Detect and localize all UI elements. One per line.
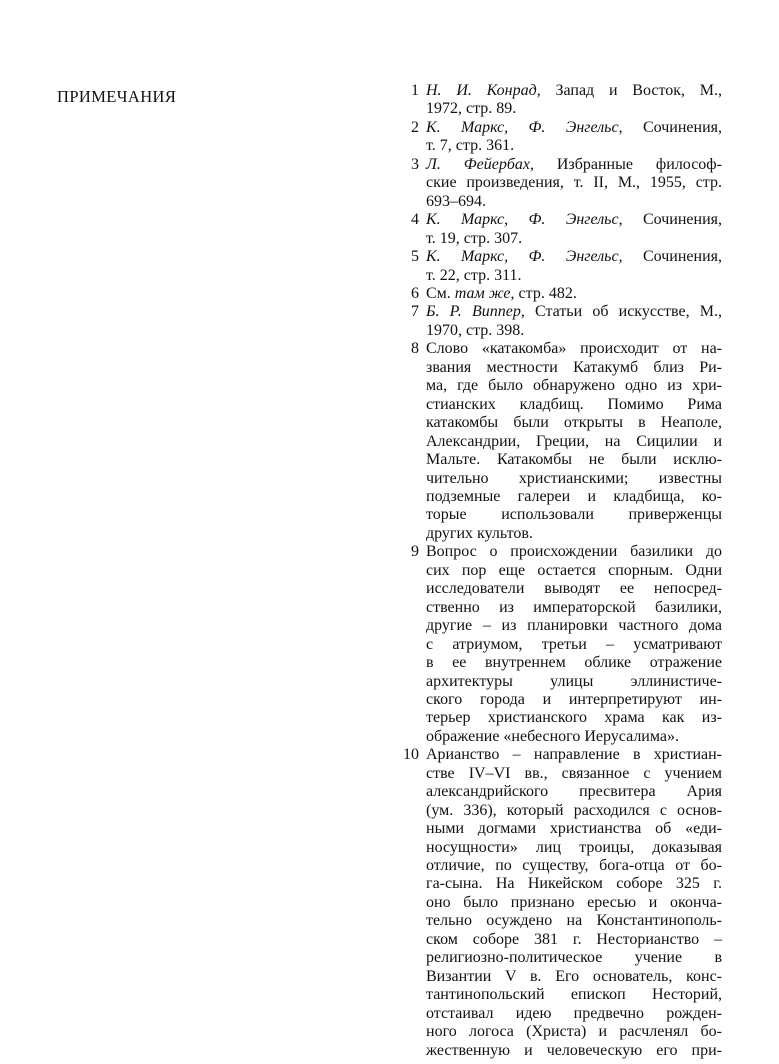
note-line	[426, 396, 722, 414]
note-text-segment: , Статьи об искусстве, М.,	[520, 303, 722, 321]
note-text-segment: звания местности Катакумб близ Ри-	[426, 358, 722, 376]
note-line	[426, 285, 722, 303]
notes-list	[396, 82, 722, 1060]
note-line	[426, 156, 722, 174]
note-text-segment: с атриумом, третьи – усматривают	[426, 635, 722, 653]
note-text-segment: 1972, стр. 89.	[426, 100, 517, 118]
note-text-segment: , Сочинения,	[618, 248, 722, 266]
note-item	[396, 82, 722, 119]
note-line	[426, 1042, 722, 1060]
author-name: К. Маркс, Ф. Энгельс	[426, 118, 619, 136]
note-number: 4	[411, 211, 419, 229]
note-text-segment: (ум. 336), который расходился с основ-	[426, 801, 722, 819]
note-text-segment: Мальте. Катакомбы не были исклю-	[426, 451, 722, 469]
note-line	[426, 193, 722, 211]
note-line	[426, 783, 722, 801]
note-text-segment: в ее внутреннем облике отражение	[426, 654, 722, 672]
note-text-segment: Слово «катакомба» происходит от на-	[426, 340, 722, 358]
note-text-segment: , Сочинения,	[618, 118, 722, 136]
note-line	[426, 377, 722, 395]
note-text-segment: других культов.	[426, 524, 533, 542]
note-text	[426, 746, 722, 1060]
note-item	[396, 543, 722, 746]
note-text-segment: чительно христианскими; известны	[426, 469, 722, 487]
note-text-segment: , Запад и Восток, М.,	[536, 82, 723, 99]
note-number: 9	[411, 543, 419, 561]
note-line	[426, 746, 722, 764]
note-line	[426, 211, 722, 229]
note-text-segment: См.	[426, 284, 455, 302]
note-text	[426, 119, 722, 156]
note-line	[426, 986, 722, 1004]
note-text-segment: ными догмами христианства об «еди-	[426, 820, 722, 838]
note-item	[396, 156, 722, 211]
note-item	[396, 746, 722, 1060]
note-line	[426, 230, 722, 248]
note-line	[426, 728, 722, 746]
note-text-segment: ского города и интерпретируют ин-	[426, 690, 722, 708]
note-line	[426, 617, 722, 635]
note-line	[426, 82, 722, 100]
note-text	[426, 82, 722, 119]
note-text-segment: жественную и человеческую его при-	[426, 1041, 722, 1059]
note-line	[426, 599, 722, 617]
note-text-segment: , Сочинения,	[618, 211, 722, 229]
note-line	[426, 248, 722, 266]
note-item	[396, 340, 722, 543]
author-name: Н. И. Конрад	[426, 82, 537, 99]
author-name: К. Маркс, Ф. Энгельс	[426, 248, 619, 266]
note-line	[426, 931, 722, 949]
note-text-segment: Арианство – направление в христиан-	[426, 746, 722, 764]
note-text-segment: отличие, по существу, бога-отца от бо-	[426, 857, 722, 875]
note-text-segment: Александрии, Греции, на Сицилии и	[426, 432, 722, 450]
note-number: 7	[411, 303, 419, 321]
note-text-segment: катакомбы были открыты в Неаполе,	[426, 414, 722, 432]
note-line	[426, 912, 722, 930]
note-line	[426, 580, 722, 598]
note-number: 6	[411, 284, 419, 302]
note-line	[426, 949, 722, 967]
note-text-segment: т. 7, стр. 361.	[426, 137, 515, 155]
note-text-segment: ображение «небесного Иерусалима».	[426, 727, 679, 745]
note-item	[396, 285, 722, 303]
note-line	[426, 636, 722, 654]
note-text	[426, 211, 722, 248]
note-text-segment: архитектуры улицы эллинистиче-	[426, 672, 722, 690]
note-line	[426, 100, 722, 118]
note-text	[426, 285, 722, 303]
note-text-segment: 1970, стр. 398.	[426, 321, 525, 339]
note-line	[426, 802, 722, 820]
note-line	[426, 451, 722, 469]
note-text-segment: стианских кладбищ. Помимо Рима	[426, 395, 722, 413]
note-text-segment: ма, где было обнаружено одно из хри-	[426, 377, 722, 395]
note-text-segment: ственно из императорской базилики,	[426, 598, 722, 616]
note-text-segment: религиозно-политическое учение в	[426, 949, 722, 967]
note-text-segment: т. 22, стр. 311.	[426, 266, 522, 284]
note-text-segment: Византии V в. Его основатель, конс-	[426, 967, 722, 985]
note-text-segment: Вопрос о происхождении базилики до	[426, 543, 722, 561]
note-text-segment: оно было признано ересью и оконча-	[426, 893, 722, 911]
note-line	[426, 470, 722, 488]
note-line	[426, 414, 722, 432]
author-name: К. Маркс, Ф. Энгельс	[426, 211, 619, 229]
note-text-segment: га-сына. На Никейском соборе 325 г.	[426, 875, 722, 893]
note-line	[426, 654, 722, 672]
note-line	[426, 709, 722, 727]
note-text-segment: тельно осуждено на Константинополь-	[426, 912, 722, 930]
author-name: Б. Р. Виппер	[426, 303, 521, 321]
note-number: 2	[411, 118, 419, 136]
note-line	[426, 359, 722, 377]
note-line	[426, 340, 722, 358]
note-line	[426, 1023, 722, 1041]
note-text-segment: терьер христианского храма как из-	[426, 709, 722, 727]
note-line	[426, 562, 722, 580]
note-text-segment: исследователи выводят ее непосред-	[426, 580, 722, 598]
note-line	[426, 303, 722, 321]
note-line	[426, 506, 722, 524]
note-text-segment: , стр. 482.	[510, 284, 577, 302]
note-text	[426, 543, 722, 746]
note-line	[426, 119, 722, 137]
note-text	[426, 156, 722, 211]
note-text-segment: ного логоса (Христа) и расчленял бо-	[426, 1023, 722, 1041]
note-text-segment: тантинопольский епископ Несторий,	[426, 986, 722, 1004]
note-line	[426, 137, 722, 155]
note-text-segment: , Избранные философ-	[529, 155, 722, 173]
note-line	[426, 174, 722, 192]
note-text-segment: сих пор еще остается спорным. Одни	[426, 561, 722, 579]
note-line	[426, 820, 722, 838]
section-heading: ПРИМЕЧАНИЯ	[57, 87, 177, 106]
note-line	[426, 322, 722, 340]
note-line	[426, 875, 722, 893]
note-text	[426, 248, 722, 285]
author-name: Л. Фейербах	[426, 155, 530, 173]
note-item	[396, 119, 722, 156]
note-text-segment: отстаивал идею предвечно рожден-	[426, 1004, 722, 1022]
note-number: 5	[411, 248, 419, 266]
note-line	[426, 839, 722, 857]
note-text	[426, 340, 722, 543]
note-item	[396, 211, 722, 248]
author-name: там же	[454, 284, 511, 302]
note-number: 8	[411, 340, 419, 358]
note-text-segment: т. 19, стр. 307.	[426, 229, 523, 247]
note-text-segment: торые использовали приверженцы	[426, 506, 722, 524]
note-line	[426, 488, 722, 506]
note-text-segment: другие – из планировки частного дома	[426, 617, 722, 635]
note-text	[426, 303, 722, 340]
note-number: 3	[411, 155, 419, 173]
note-text-segment: стве IV–VI вв., связанное с учением	[426, 764, 722, 782]
note-line	[426, 857, 722, 875]
note-text-segment: александрийского пресвитера Ария	[426, 783, 722, 801]
note-line	[426, 691, 722, 709]
note-item	[396, 303, 722, 340]
note-line	[426, 433, 722, 451]
note-line	[426, 267, 722, 285]
note-text-segment: носущности» лиц троицы, доказывая	[426, 838, 722, 856]
note-line	[426, 765, 722, 783]
note-line	[426, 894, 722, 912]
note-text-segment: 693–694.	[426, 192, 486, 210]
note-line	[426, 1005, 722, 1023]
note-number: 10	[403, 746, 419, 764]
note-line	[426, 673, 722, 691]
note-number: 1	[411, 82, 419, 99]
note-item	[396, 248, 722, 285]
note-text-segment: ском соборе 381 г. Несторианство –	[426, 930, 722, 948]
note-line	[426, 968, 722, 986]
note-line	[426, 525, 722, 543]
note-text-segment: подземные галереи и кладбища, ко-	[426, 487, 722, 505]
note-text-segment: ские произведения, т. II, М., 1955, стр.	[426, 174, 722, 192]
note-line	[426, 543, 722, 561]
